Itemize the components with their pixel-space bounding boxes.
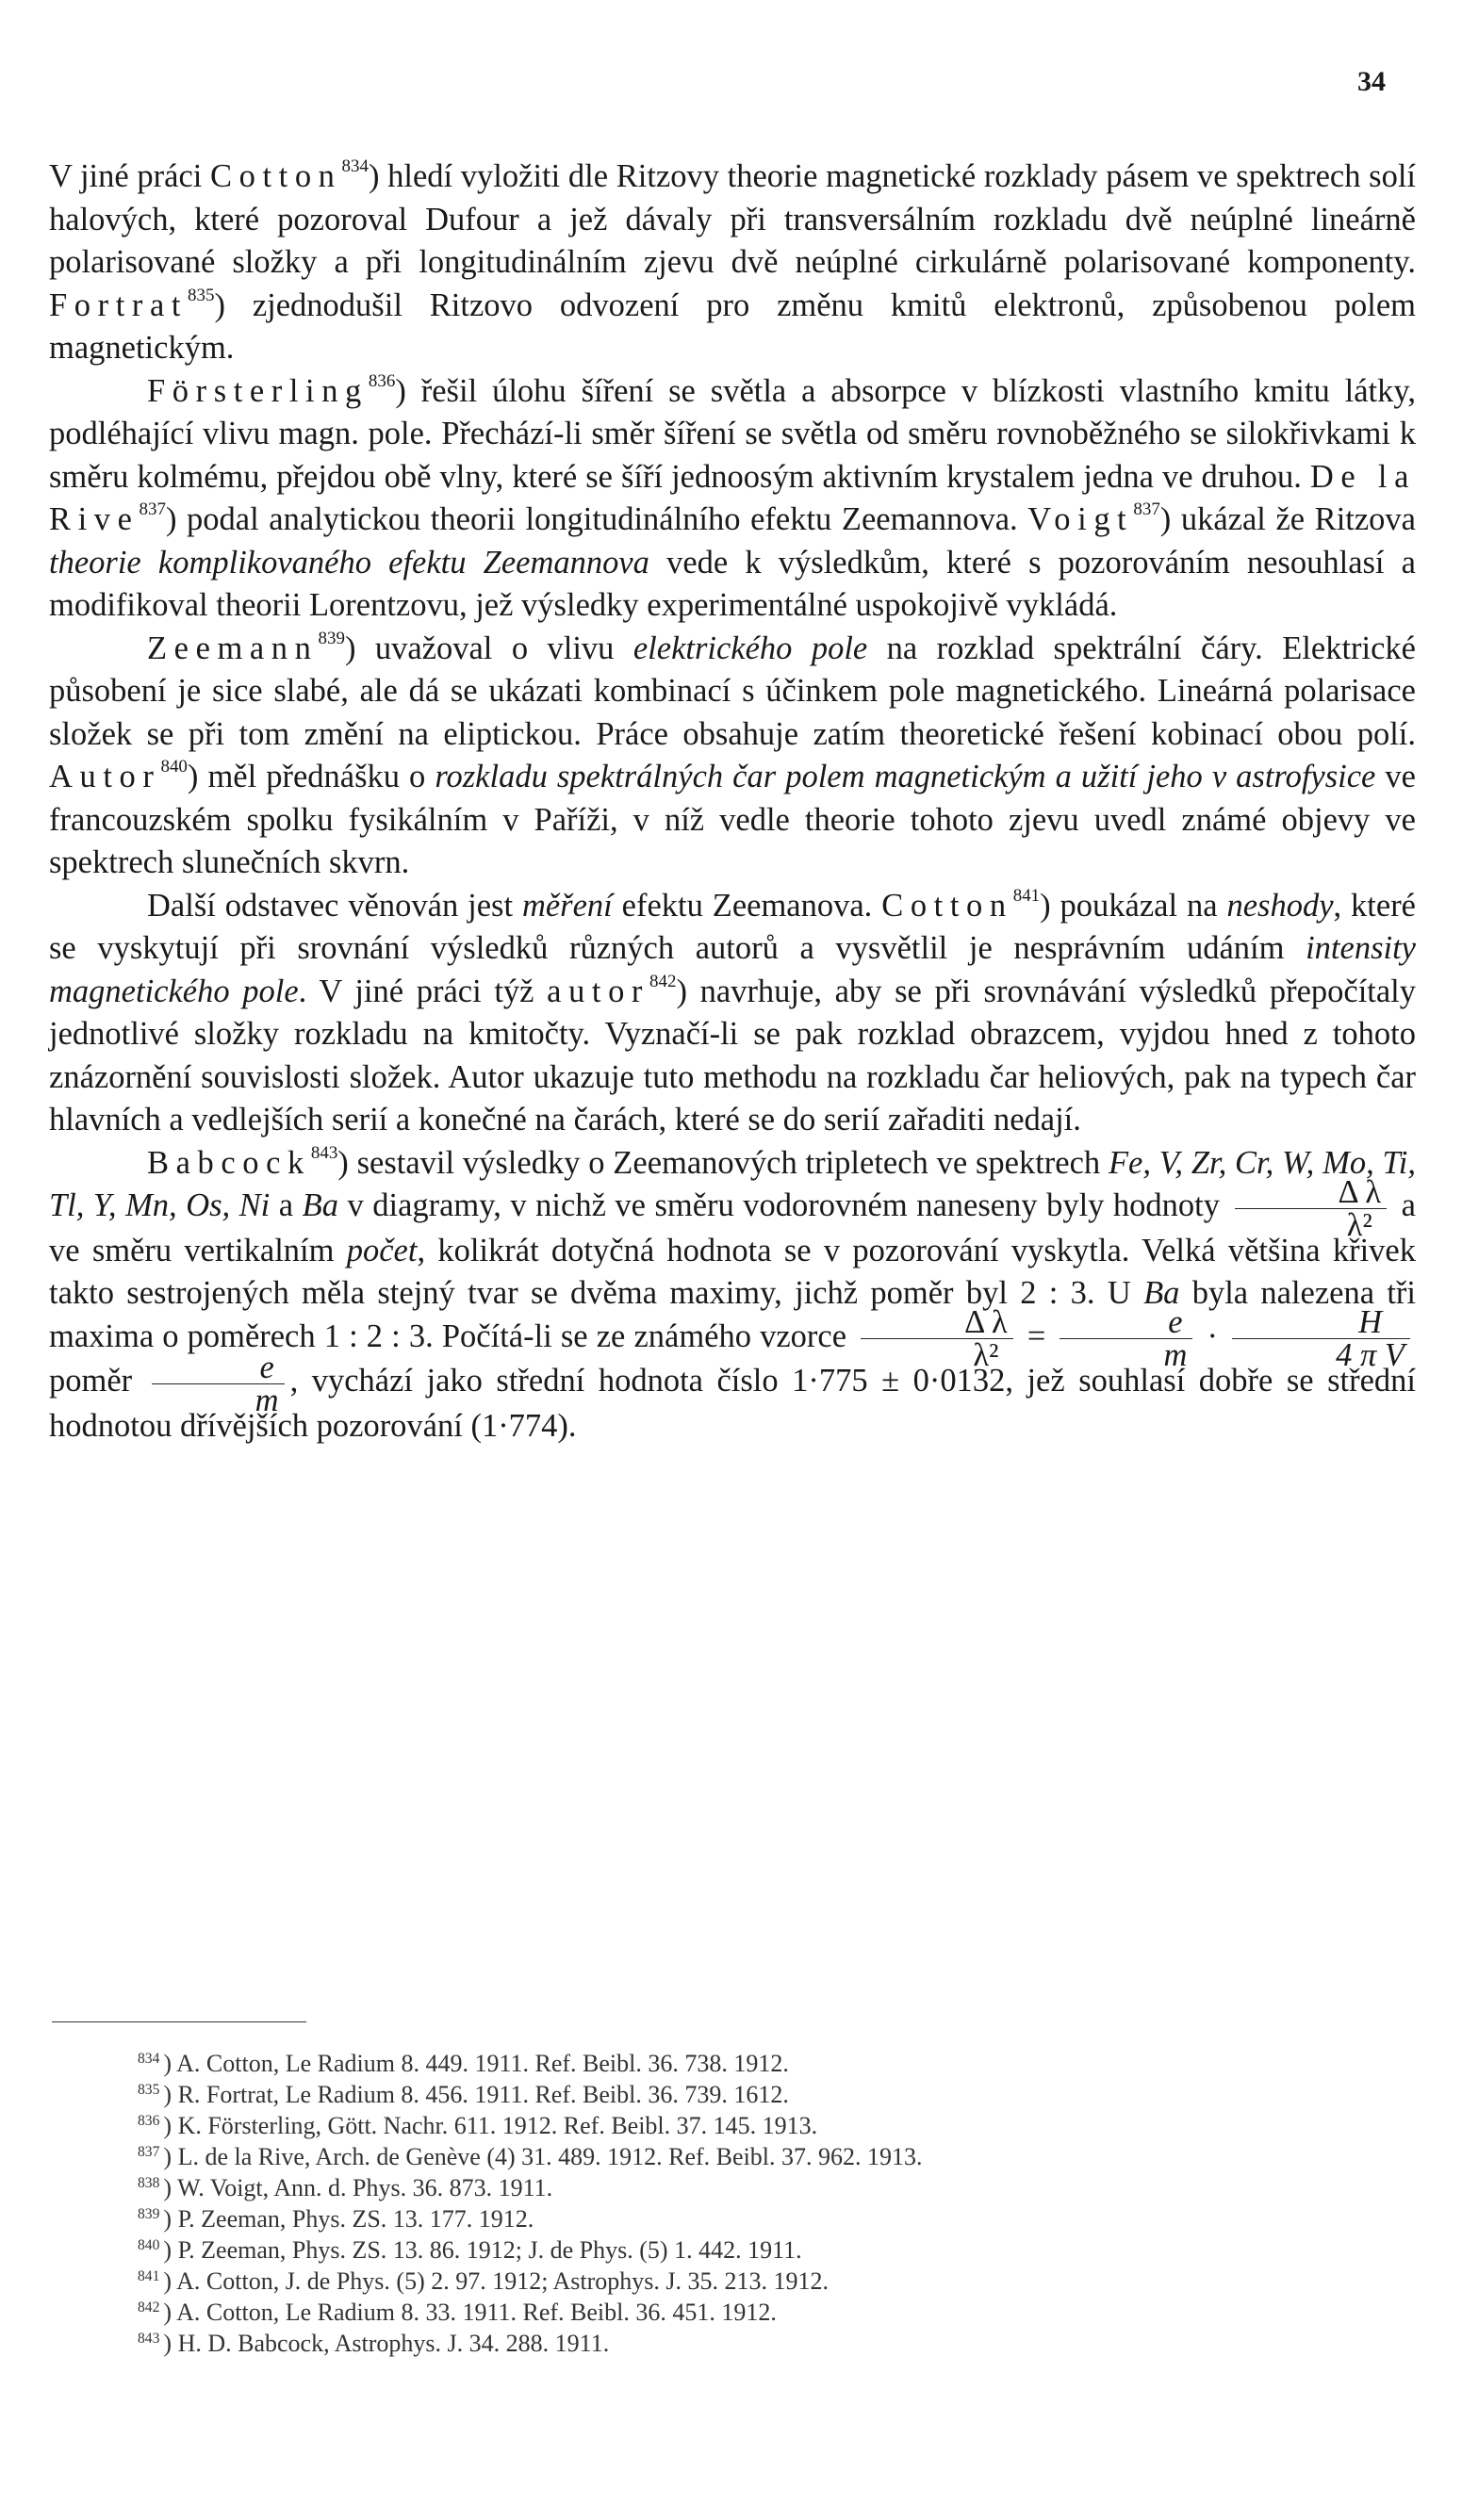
text-span: ) hledí vyložiti dle Ritzovy theorie magnetické rozklady pásem ve spektrech solí halových, které pozoroval Dufour a jež dávaly při transversálním rozkladu dvě neúplné lineárně polarisované složky a při longitudinálním zjevu dvě neúplné cirkulárně polarisované komponenty. — [49, 158, 1416, 280]
fraction-numerator: Δ λ — [861, 1306, 1013, 1339]
footnote-paren: ) — [163, 2174, 178, 2201]
author-name: Cotton — [210, 158, 342, 194]
fraction-delta-lambda — [1235, 1173, 1388, 1243]
footnote — [49, 2079, 1416, 2110]
footnote-text: P. Zeeman, Phys. ZS. 13. 177. 1912. — [177, 2205, 534, 2233]
footnote-paren: ) — [163, 2112, 178, 2139]
author-name: Cotton — [881, 887, 1013, 924]
footnote-text: P. Zeeman, Phys. ZS. 13. 86. 1912; J. de Phys. (5) 1. 442. 1911. — [177, 2236, 802, 2264]
italic-phrase: měření — [521, 887, 613, 924]
footnote — [49, 2203, 1416, 2234]
text-span: vede k výsledkům, které s pozorováním nesouhlasí a modifikoval theorii Lorentzovu, jež výsledky experimentálné uspokojivě vykládá. — [49, 544, 1416, 623]
text-span: , které se vyskytují při srovnání výsledků různých autorů a vysvětlil je nesprávním udáním — [49, 887, 1416, 966]
text-span: ) sestavil výsledky o Zeemanových tripletech ve spektrech — [337, 1144, 1109, 1181]
body-text — [49, 155, 1416, 1448]
fraction-denominator: m — [1163, 1337, 1188, 1374]
text-span: a ve směru vertikalním — [49, 1187, 1416, 1268]
text-span: ) podal analytickou theorii longitudinálního efektu Zeemannova. — [165, 501, 1028, 537]
author-name: Voigt — [1027, 501, 1134, 537]
footnote — [49, 2234, 1416, 2266]
text-span: ve francouzském spolku fysikálním v Paříži, v níž vedle theorie tohoto zjevu uvedl známé objevy ve spektrech slunečních skvrn. — [49, 759, 1416, 880]
italic-phrase: neshody — [1226, 887, 1334, 924]
footnote — [49, 2172, 1416, 2203]
text-span: ) navrhuje, aby se při srovnávání výsledků přepočítaly jednotlivé složky rozkladu na kmitočty. Vyznačí-li se pak rozklad obrazcem, vyjdou hned z tohoto znázornění souvislosti složek. Autor ukazuje tuto methodu na rozkladu čar heliových, pak na typech čar hlavních a vedlejších serií a konečné na čarách, které se do serií zařaditi nedají. — [49, 973, 1417, 1137]
footnote-text: K. Försterling, Gött. Nachr. 611. 1912. Ref. Beibl. 37. 145. 1913. — [177, 2112, 818, 2139]
equals-sign: = — [1018, 1317, 1055, 1354]
author-name: De la Rive — [49, 458, 1416, 537]
footnote-text: L. de la Rive, Arch. de Genève (4) 31. 489. 1912. Ref. Beibl. 37. 962. 1913. — [177, 2143, 923, 2170]
footnote-ref: 836 — [368, 370, 396, 391]
footnote-paren: ) — [163, 2299, 177, 2326]
footnote-text: A. Cotton, Le Radium 8. 449. 1911. Ref. Beibl. 36. 738. 1912. — [176, 2050, 789, 2077]
footnote-paren: ) — [163, 2081, 178, 2108]
fraction-denominator: m — [255, 1382, 279, 1418]
text-span: a — [270, 1187, 303, 1223]
fraction-delta-lambda — [861, 1304, 1013, 1374]
fraction-e-over-m — [152, 1351, 285, 1416]
author-name: Zeemann — [147, 630, 319, 666]
page-number: 34 — [1357, 66, 1386, 97]
footnote-paren: ) — [163, 2267, 177, 2295]
text-span: ) měl přednášku o — [187, 759, 435, 794]
paragraph-4 — [49, 885, 1416, 1142]
footnotes — [49, 2048, 1416, 2359]
footnote-number: 843 — [138, 2331, 160, 2348]
footnote-ref: 842 — [649, 971, 677, 991]
text-span: ) zjednodušil Ritzovo odvození pro změnu kmitů elektronů, způsobenou polem magnetickým. — [49, 286, 1416, 366]
multiplication-dot: · — [1198, 1317, 1227, 1354]
text-span: Další odstavec věnován jest — [147, 887, 522, 924]
footnote-number: 835 — [138, 2082, 160, 2099]
paragraph-3 — [49, 628, 1416, 885]
footnote — [49, 2328, 1416, 2359]
footnote-ref: 841 — [1012, 885, 1041, 906]
fraction-denominator: 4 π V — [1336, 1337, 1405, 1374]
text-span: efektu Zeemanova. — [612, 887, 882, 924]
footnote-number: 841 — [138, 2268, 160, 2285]
italic-phrase: rozkladu spektrálných čar polem magnetickým a užití jeho v astrofysice — [435, 759, 1376, 794]
footnote-divider — [52, 2021, 306, 2022]
text-span: na rozklad spektrální čáry. Elektrické působení je sice slabé, ale dá se ukázati kombinací s účinkem pole magnetického. Lineárná polarisace složek se při tom změní na eliptickou. Práce obsahuje zatím theoretické řešení kobinací obou polí. — [49, 630, 1416, 752]
author-name: Autor — [49, 759, 161, 794]
footnote-ref: 837 — [1133, 499, 1160, 519]
footnote-text: W. Voigt, Ann. d. Phys. 36. 873. 1911. — [177, 2174, 553, 2201]
footnote-ref: 843 — [310, 1142, 338, 1163]
paragraph-2 — [49, 370, 1416, 628]
footnote-text: R. Fortrat, Le Radium 8. 456. 1911. Ref. Beibl. 36. 739. 1612. — [177, 2081, 789, 2108]
italic-elements: Fe, V, Zr, Cr, W, Mo, Ti, Tl, Y, Mn, Os, Ni — [49, 1144, 1416, 1223]
footnote-number: 840 — [138, 2237, 160, 2254]
footnote-text: H. D. Babcock, Astrophys. J. 34. 288. 1911. — [177, 2330, 610, 2357]
footnote-number: 836 — [138, 2113, 160, 2130]
italic-phrase: intensity magnetického pole — [49, 930, 1416, 1009]
footnote-ref: 834 — [341, 155, 369, 176]
italic-phrase: elektrického pole — [632, 630, 868, 666]
footnote-text: A. Cotton, Le Radium 8. 33. 1911. Ref. Beibl. 36. 451. 1912. — [176, 2299, 777, 2326]
fraction-denominator: λ² — [973, 1337, 999, 1374]
fraction-denominator: λ² — [1346, 1206, 1372, 1243]
footnote — [49, 2266, 1416, 2297]
text-span: , vychází jako střední hodnota číslo 1·775 ± 0·0132, jež souhlasí dobře se střední hodnotou dřívějších pozorování (1·774). — [49, 1363, 1416, 1444]
footnote-paren: ) — [163, 2330, 178, 2357]
footnote — [49, 2048, 1416, 2079]
author-name: autor — [547, 973, 650, 1009]
fraction-numerator: Δ λ — [1235, 1176, 1388, 1209]
author-name: Babcock — [147, 1144, 311, 1181]
footnote-ref: 837 — [139, 499, 166, 519]
author-name: Försterling — [147, 372, 369, 409]
footnote-ref: 835 — [188, 285, 215, 305]
text-span: . V jiné práci týž — [298, 973, 548, 1009]
footnote-paren: ) — [163, 2205, 178, 2233]
footnote-ref: 839 — [318, 628, 345, 648]
text-span: poměr — [49, 1363, 146, 1399]
footnote-paren: ) — [163, 2050, 177, 2077]
text-span: ) poukázal na — [1040, 887, 1227, 924]
text-span: V jiné práci — [49, 158, 211, 194]
text-span: ) řešil úlohu šíření se světla a absorpce v blízkosti vlastního kmitu látky, podléhající vlivu magn. pole. Přechází-li směr šíření se světla od směru rovnoběžného se silokřivkami k směru kolmému, přejdou obě vlny, které se šíří jednoosým aktivním krystalem jedna ve druhou. — [49, 372, 1416, 495]
italic-element: Ba — [302, 1187, 338, 1223]
fraction-e-over-m — [1060, 1304, 1192, 1374]
fraction-numerator: H — [1232, 1306, 1410, 1339]
text-span: , kolikrát dotyčná hodnota se v pozorování vyskytla. Velká většina křivek takto sestrojených měla stejný tvar se dvěma maximy, jichž poměr byl 2 : 3. U — [49, 1232, 1416, 1312]
text-span: byla nalezena tři maxima o poměrech 1 : 2 : 3. Počítá-li se ze známého vzorce — [49, 1275, 1416, 1354]
text-span: ) uvažoval o vlivu — [344, 630, 633, 666]
footnote-paren: ) — [163, 2236, 178, 2264]
paragraph-5 — [49, 1142, 1416, 1448]
italic-phrase: počet — [346, 1232, 418, 1268]
fraction-numerator: e — [1060, 1306, 1192, 1339]
footnote — [49, 2141, 1416, 2172]
footnote-paren: ) — [163, 2143, 178, 2170]
author-name: Fortrat — [49, 286, 189, 323]
footnote-number: 834 — [138, 2051, 160, 2068]
footnote-ref: 840 — [160, 756, 188, 777]
paragraph-1 — [49, 155, 1416, 370]
fraction-numerator: e — [152, 1351, 285, 1384]
footnote — [49, 2297, 1416, 2328]
footnote-number: 838 — [138, 2175, 160, 2192]
fraction-h-over-4piv — [1232, 1304, 1410, 1374]
text-span: ) ukázal že Ritzova — [1159, 501, 1416, 537]
footnote-number: 837 — [138, 2144, 160, 2161]
text-span: v diagramy, v nichž ve směru vodorovném naneseny byly hodnoty — [337, 1187, 1229, 1223]
footnote-number: 839 — [138, 2206, 160, 2223]
footnote-text: A. Cotton, J. de Phys. (5) 2. 97. 1912; Astrophys. J. 35. 213. 1912. — [176, 2267, 830, 2295]
italic-element: Ba — [1143, 1275, 1180, 1312]
footnote — [49, 2110, 1416, 2141]
italic-phrase: theorie komplikovaného efektu Zeemannova — [49, 544, 649, 581]
footnote-number: 842 — [138, 2299, 160, 2316]
